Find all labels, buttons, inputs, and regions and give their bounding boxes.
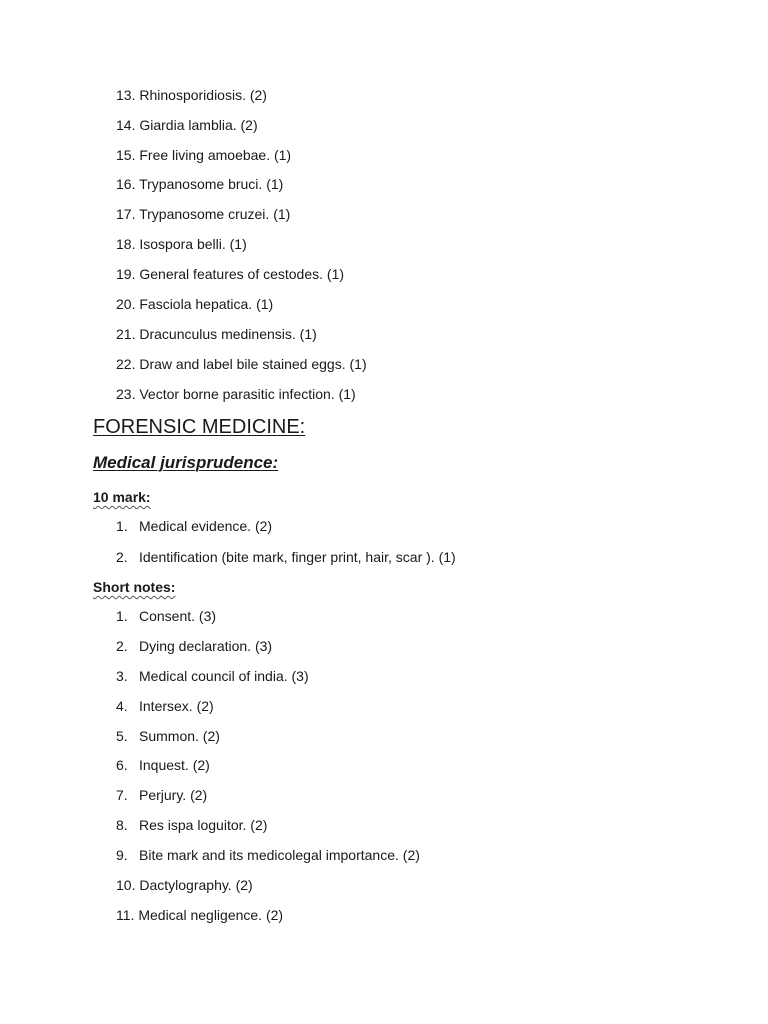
list-item: 22. Draw and label bile stained eggs. (1) (116, 356, 367, 372)
list-item: 1. Consent. (3) (116, 608, 217, 624)
list-item: 7. Perjury. (2) (116, 787, 208, 803)
section-title: FORENSIC MEDICINE: (93, 416, 306, 438)
list-item: 9. Bite mark and its medicolegal importance. (2) (116, 847, 420, 863)
list-item: 14. Giardia lamblia. (2) (116, 117, 258, 133)
list-item: 19. General features of cestodes. (1) (116, 266, 345, 282)
list-item: 8. Res ispa loguitor. (2) (116, 817, 268, 833)
list-item: 16. Trypanosome bruci. (1) (116, 176, 284, 192)
list-item: 20. Fasciola hepatica. (1) (116, 296, 274, 312)
sub-title: Medical jurisprudence: (93, 453, 279, 472)
list-item: 11. Medical negligence. (2) (116, 907, 284, 923)
list-item: 13. Rhinosporidiosis. (2) (116, 87, 267, 103)
list-item: 5. Summon. (2) (116, 728, 220, 744)
list-item: 2. Identification (bite mark, finger print, hair, scar ). (1) (116, 549, 456, 565)
list-item: 17. Trypanosome cruzei. (1) (116, 206, 291, 222)
list-item: 6. Inquest. (2) (116, 757, 210, 773)
list-item: 4. Intersex. (2) (116, 698, 214, 714)
list-item: 1. Medical evidence. (2) (116, 518, 273, 534)
list-item: 18. Isospora belli. (1) (116, 236, 247, 252)
list-item: 10. Dactylography. (2) (116, 877, 253, 893)
list-item: 2. Dying declaration. (3) (116, 638, 273, 654)
list-item: 15. Free living amoebae. (1) (116, 147, 292, 163)
short-notes-label: Short notes: (93, 579, 176, 595)
list-item: 23. Vector borne parasitic infection. (1) (116, 386, 356, 402)
list-item: 21. Dracunculus medinensis. (1) (116, 326, 317, 342)
ten-mark-label: 10 mark: (93, 489, 151, 505)
list-item: 3. Medical council of india. (3) (116, 668, 309, 684)
